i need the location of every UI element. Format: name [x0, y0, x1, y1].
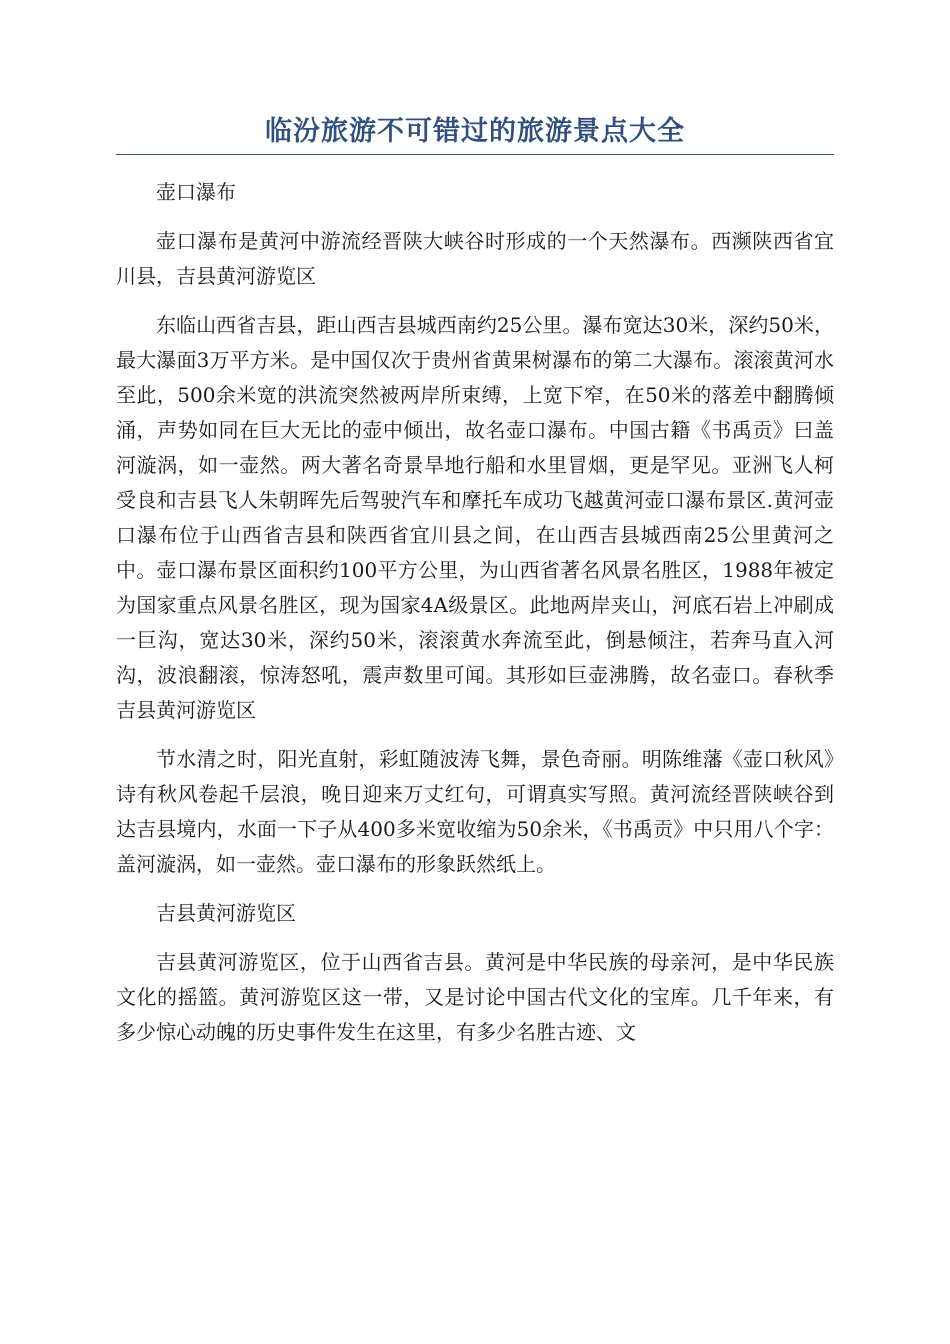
section-jixian-yellow-river-park	[116, 896, 834, 1050]
section-heading: 吉县黄河游览区	[156, 901, 296, 925]
paragraph: 节水清之时，阳光直射，彩虹随波涛飞舞，景色奇丽。明陈维藩《壶口秋风》诗有秋风卷起千层浪，晚日迎来万丈红句，可谓真实写照。黄河流经晋陕峡谷到达吉县境内，水面一下子从400多米宽收缩为50余米，《书禹贡》中只用八个字：盖河漩涡，如一壶然。壶口瀑布的形象跃然纸上。	[116, 747, 834, 876]
section-heading: 壶口瀑布	[156, 180, 236, 204]
paragraph: 吉县黄河游览区，位于山西省吉县。黄河是中华民族的母亲河，是中华民族文化的摇篮。黄河游览区这一带，又是讨论中国古代文化的宝库。几千年来，有多少惊心动魄的历史事件发生在这里，有多少名胜古迹、文	[116, 950, 834, 1044]
paragraph: 壶口瀑布是黄河中游流经晋陕大峡谷时形成的一个天然瀑布。西濒陕西省宜川县，吉县黄河游览区	[116, 229, 834, 288]
paragraph: 东临山西省吉县，距山西吉县城西南约25公里。瀑布宽达30米，深约50米，最大瀑面3万平方米。是中国仅次于贵州省黄果树瀑布的第二大瀑布。滚滚黄河水至此，500余米宽的洪流突然被两岸所束缚，上宽下窄，在50米的落差中翻腾倾涌，声势如同在巨大无比的壶中倾出，故名壶口瀑布。中国古籍《书禹贡》曰盖河漩涡，如一壶然。两大著名奇景旱地行船和水里冒烟，更是罕见。亚洲飞人柯受良和吉县飞人朱朝晖先后驾驶汽车和摩托车成功飞越黄河壶口瀑布景区.黄河壶口瀑布位于山西省吉县和陕西省宜川县之间，在山西吉县城西南25公里黄河之中。壶口瀑布景区面积约100平方公里，为山西省著名风景名胜区，1988年被定为国家重点风景名胜区，现为国家4A级景区。此地两岸夹山，河底石岩上冲刷成一巨沟，宽达30米，深约50米，滚滚黄水奔流至此，倒悬倾注，若奔马直入河沟，波浪翻滚，惊涛怒吼，震声数里可闻。其形如巨壶沸腾，故名壶口。春秋季吉县黄河游览区	[116, 313, 834, 722]
document-title: 临汾旅游不可错过的旅游景点大全	[265, 116, 685, 147]
document-page	[116, 110, 834, 1064]
section-hukou-waterfall	[116, 175, 834, 882]
title-underline	[116, 154, 834, 155]
